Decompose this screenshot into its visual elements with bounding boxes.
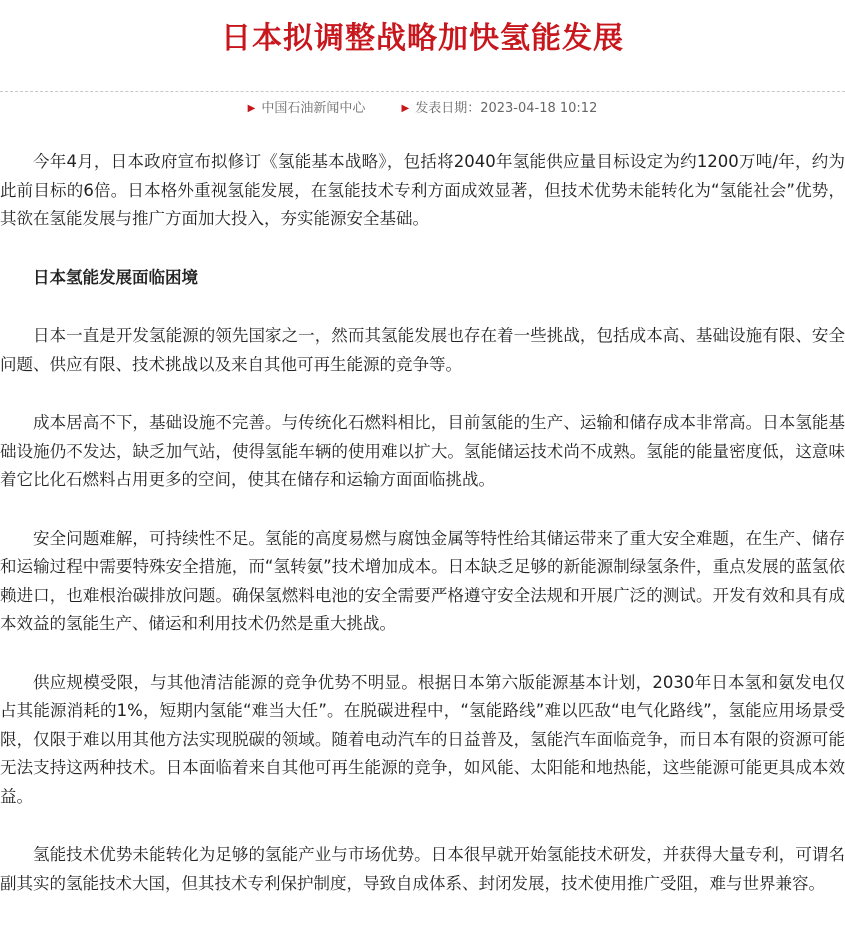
paragraph: 氢能技术优势未能转化为足够的氢能产业与市场优势。日本很早就开始氢能技术研发，并获得大量专利，可谓名副其实的氢能技术大国，但其技术专利保护制度，导致自成体系、封闭发展，技术使用推广受阻，难与世界兼容。 [0, 845, 845, 893]
paragraph: 今年4月，日本政府宣布拟修订《氢能基本战略》，包括将2040年氢能供应量目标设定为约1200万吨/年，约为此前目标的6倍。日本格外重视氢能发展，在氢能技术专利方面成效显著，但技术优势未能转化为“氢能社会”优势，其欲在氢能发展与推广方面加大投入，夯实能源安全基础。 [0, 152, 845, 228]
section-heading: 日本氢能发展面临困境 [33, 267, 198, 287]
paragraph: 日本一直是开发氢能源的领先国家之一，然而其氢能发展也存在着一些挑战，包括成本高、基础设施有限、安全问题、供应有限、技术挑战以及来自其他可再生能源的竞争等。 [0, 326, 845, 374]
paragraph: 安全问题难解，可持续性不足。氢能的高度易燃与腐蚀金属等特性给其储运带来了重大安全难题，在生产、储存和运输过程中需要特殊安全措施，而“氢转氨”技术增加成本。日本缺乏足够的新能源制绿氢条件，重点发展的蓝氢依赖进口，也难根治碳排放问题。确保氢燃料电池的安全需要严格遵守安全法规和开展广泛的测试。开发有效和具有成本效益的氢能生产、储运和利用技术仍然是重大挑战。 [0, 528, 845, 633]
publish-date: 发表日期：2023-04-18 10:12 [415, 101, 598, 116]
source-label: 中国石油新闻中心 [261, 101, 366, 116]
paragraph: 成本居高不下，基础设施不完善。与传统化石燃料相比，目前氢能的生产、运输和储存成本非常高。日本氢能基础设施仍不发达，缺乏加气站，使得氢能车辆的使用难以扩大。氢能储运技术尚不成熟。氢能的能量密度低，这意味着它比化石燃料占用更多的空间，使其在储存和运输方面面临挑战。 [0, 413, 845, 489]
paragraph: 供应规模受限，与其他清洁能源的竞争优势不明显。根据日本第六版能源基本计划，2030年日本氢和氨发电仅占其能源消耗的1%，短期内氢能“难当大任”。在脱碳进程中，“氢能路线”难以匹敌“电气化路线”，氢能应用场景受限，仅限于难以用其他方法实现脱碳的领域。随着电动汽车的日益普及，氢能汽车面临竞争，而日本有限的资源可能无法支持这两种技术。日本面临着来自其他可再生能源的竞争，如风能、太阳能和地热能，这些能源可能更具成本效益。 [0, 672, 845, 806]
title-divider [0, 91, 845, 92]
article-body [0, 148, 845, 898]
right-triangle-icon: ▶ [247, 103, 256, 114]
source-item [248, 101, 370, 116]
article-meta [0, 98, 845, 120]
date-item [402, 101, 598, 116]
article-title: 日本拟调整战略加快氢能发展 [221, 21, 624, 56]
right-triangle-icon: ▶ [401, 103, 410, 114]
